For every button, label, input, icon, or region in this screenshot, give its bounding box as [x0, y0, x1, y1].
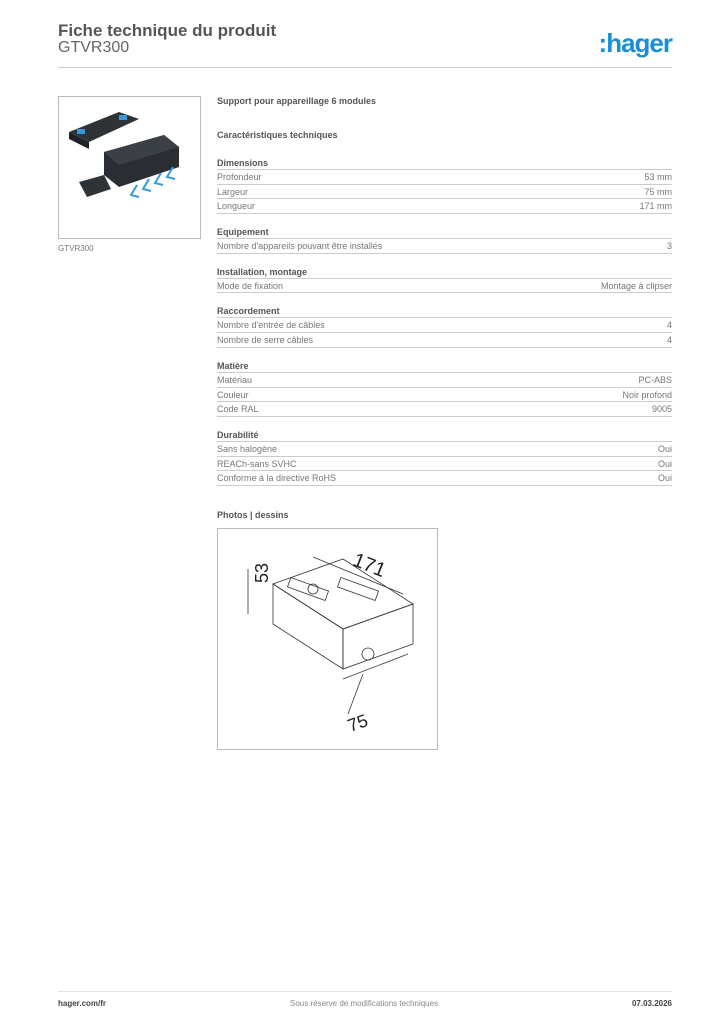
footer-divider [58, 991, 672, 992]
spec-row [217, 170, 672, 185]
spec-row [217, 199, 672, 214]
product-description: Support pour appareillage 6 modules [217, 96, 377, 106]
spec-label: Nombre de serre câbles [217, 335, 314, 346]
spec-value: 9005 [651, 404, 672, 415]
spec-value: 75 mm [644, 186, 672, 197]
spec-label: Mode de fixation [217, 280, 284, 291]
dim-height-label: 53 [252, 562, 272, 583]
spec-row [217, 402, 672, 417]
section-title: Installation, montage [217, 265, 672, 279]
spec-row [217, 279, 672, 294]
spec-value: Oui [657, 473, 672, 484]
photos-heading: Photos | dessins [217, 509, 289, 520]
spec-value: 4 [666, 320, 672, 331]
spec-value: Oui [657, 458, 672, 469]
section-title: Equipement [217, 225, 672, 239]
spec-section [217, 359, 672, 417]
spec-value: 3 [666, 241, 672, 252]
spec-value: Oui [657, 443, 672, 454]
product-reference: GTVR300 [58, 39, 130, 56]
spec-section [217, 156, 672, 214]
spec-label: Sans halogène [217, 443, 278, 454]
spec-value: PC-ABS [638, 374, 672, 385]
spec-label: Longueur [217, 201, 256, 212]
spec-label: Largeur [217, 186, 249, 197]
spec-row [217, 457, 672, 472]
spec-row [217, 318, 672, 333]
spec-label: Couleur [217, 389, 249, 400]
dim-width-label: 75 [344, 710, 371, 736]
section-title: Raccordement [217, 304, 672, 318]
spec-value: 4 [666, 335, 672, 346]
spec-row [217, 239, 672, 254]
spec-content [217, 96, 672, 750]
spec-label: Nombre d'entrée de câbles [217, 320, 325, 331]
spec-section [217, 225, 672, 254]
spec-label: Conforme à la directive RoHS [217, 473, 337, 484]
section-title: Durabilité [217, 428, 672, 442]
header-divider [58, 67, 672, 68]
footer-date: 07.03.2026 [631, 999, 672, 1008]
spec-value: 53 mm [644, 172, 672, 182]
product-image [58, 96, 201, 239]
spec-row [217, 373, 672, 388]
footer-disclaimer: Sous réserve de modifications techniques [290, 999, 439, 1008]
product-image-caption: GTVR300 [58, 244, 94, 253]
spec-label: REACh-sans SVHC [217, 458, 297, 469]
spec-row [217, 185, 672, 200]
page-title: Fiche technique du produit [58, 21, 277, 40]
spec-value: Montage à clipser [600, 280, 672, 291]
spec-row [217, 471, 672, 486]
spec-section [217, 428, 672, 486]
spec-row [217, 442, 672, 457]
spec-row [217, 388, 672, 403]
hager-logo: :hager [598, 28, 672, 58]
spec-label: Nombre d'appareils pouvant être installés [217, 241, 383, 252]
dimension-drawing [217, 528, 438, 750]
spec-label: Code RAL [217, 404, 259, 415]
spec-label: Profondeur [217, 172, 262, 182]
specs-heading: Caractéristiques techniques [217, 130, 338, 140]
spec-value: Noir profond [622, 389, 672, 400]
footer-website[interactable]: hager.com/fr [58, 999, 107, 1008]
section-title: Matière [217, 359, 672, 373]
spec-section [217, 265, 672, 294]
spec-section [217, 304, 672, 347]
dim-length-label: 171 [349, 549, 389, 582]
spec-row [217, 333, 672, 348]
spec-value: 171 mm [639, 201, 672, 212]
section-title: Dimensions [217, 156, 672, 170]
spec-label: Matériau [217, 374, 253, 385]
